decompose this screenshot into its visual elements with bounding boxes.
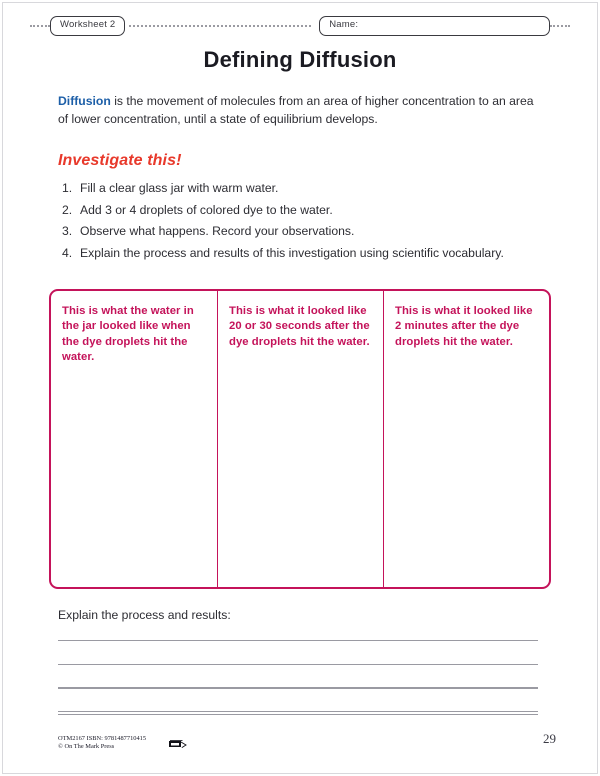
- list-item-text: Explain the process and results of this investigation using scientific vocabulary.: [80, 246, 504, 261]
- page-footer: [58, 735, 540, 754]
- list-item-text: Add 3 or 4 droplets of colored dye to the water.: [80, 202, 333, 217]
- list-item-text: Fill a clear glass jar with warm water.: [80, 181, 279, 195]
- investigate-heading: Investigate this!: [58, 152, 182, 169]
- observation-table: [49, 289, 551, 589]
- observation-cell-1[interactable]: This is what the water in the jar looked like when the dye droplets hit the water.: [62, 305, 194, 364]
- list-item: [58, 179, 538, 197]
- list-item: [58, 222, 538, 240]
- instruction-list: [58, 179, 538, 266]
- footer-divider: [58, 714, 538, 715]
- footer-product-code: OTM2167 ISBN: 9781487710415: [58, 735, 147, 742]
- answer-lines[interactable]: [58, 640, 538, 735]
- answer-line[interactable]: [58, 711, 538, 712]
- list-item-text: Observe what happens. Record your observations.: [80, 224, 355, 239]
- list-item-number: 1.: [62, 181, 73, 195]
- list-item-number: 4.: [62, 246, 73, 261]
- list-item: [58, 244, 538, 262]
- worksheet-header: [30, 14, 570, 38]
- page-title: Defining Diffusion: [203, 47, 397, 72]
- definition-body: is the movement of molecules from an area of higher concentration to an area of lower concentration, until a state of equilibrium develops.: [58, 94, 534, 127]
- press-logo-icon: [168, 736, 190, 754]
- answer-line[interactable]: [58, 640, 538, 641]
- answer-line[interactable]: [58, 687, 538, 688]
- list-item-number: 3.: [62, 224, 73, 239]
- footer-imprint: [58, 735, 146, 751]
- dotted-rule-right: [550, 25, 570, 28]
- list-item-number: 2.: [62, 202, 73, 217]
- footer-copyright: © On The Mark Press: [58, 743, 115, 751]
- name-field[interactable]: Name:: [319, 16, 550, 35]
- explain-prompt-label: Explain the process and results:: [58, 608, 231, 622]
- dotted-rule-left: [30, 25, 50, 28]
- definition-term: Diffusion: [58, 94, 111, 108]
- dotted-rule-middle: [129, 25, 311, 28]
- definition-paragraph: [58, 92, 534, 128]
- observation-cell-2[interactable]: This is what it looked like 20 or 30 seconds after the dye droplets hit the water.: [217, 291, 383, 587]
- worksheet-number-chip: Worksheet 2: [50, 16, 125, 35]
- answer-line[interactable]: [58, 664, 538, 665]
- list-item: [58, 201, 538, 219]
- observation-cell-3[interactable]: This is what it looked like 2 minutes after the dye droplets hit the water.: [383, 291, 549, 587]
- page-number: 29: [543, 731, 556, 746]
